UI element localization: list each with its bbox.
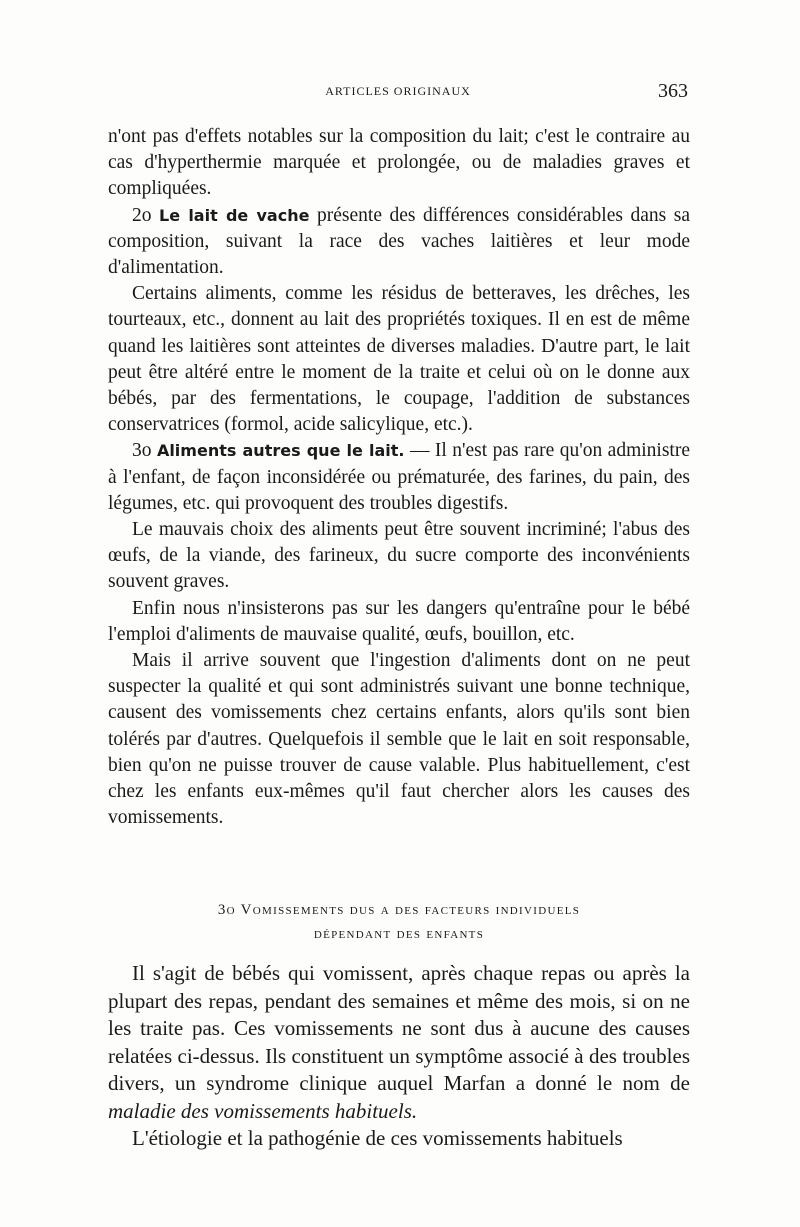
paragraph [108, 438, 690, 517]
running-head [108, 82, 688, 106]
paragraph-text: n'ont pas d'effets notables sur la composition du lait; c'est le contraire au cas d'hyperthermie marquée et prolongée, ou de maladies graves et compliquées. [108, 126, 690, 200]
list-number: 3o [132, 440, 157, 462]
running-head-title: ARTICLES ORIGINAUX [325, 84, 471, 98]
paragraph-lead: Le lait de vache [159, 205, 310, 225]
paragraph [108, 648, 690, 831]
paragraph [108, 517, 690, 596]
paragraph-text: L'étiologie et la pathogénie de ces vomissements habituels [132, 1126, 623, 1150]
section-heading-line: 3o Vomissements dus a des facteurs individuels [217, 902, 581, 918]
paragraph-lead: Aliments autres que le lait. [156, 441, 405, 461]
paragraph-text: Il s'agit de bébés qui vomissent, après chaque repas ou après la plupart des repas, pendant des semaines et même des mois, si on ne les traite pas. Ces vomissements ne sont dus à aucune des causes relatées ci-dessus. Ils constituent un symptôme associé à des troubles divers, un syndrome clinique auquel Marfan a donné le nom de [108, 961, 690, 1095]
section-body [108, 960, 690, 1153]
body-text [108, 124, 690, 831]
paragraph [108, 1125, 690, 1153]
section-heading [108, 898, 690, 946]
paragraph [108, 124, 690, 203]
section-heading-line: dépendant des enfants [313, 926, 485, 942]
paragraph-text: Mais il arrive souvent que l'ingestion d'aliments dont on ne peut suspecter la qualité et qui sont administrés suivant une bonne technique, causent des vomissements chez certains enfants, alors qu'ils sont bien tolérés par d'autres. Quelquefois il semble que le lait en soit responsable, bien qu'on ne puisse trouver de cause valable. Plus habituellement, c'est chez les enfants eux-mêmes qu'il faut chercher alors les causes des vomissements. [108, 650, 690, 829]
paragraph-text: Le mauvais choix des aliments peut être souvent incriminé; l'abus des œufs, de la viande, des farineux, du sucre comporte des inconvénients souvent graves. [108, 519, 690, 593]
page-number: 363 [658, 80, 688, 102]
paragraph-text: — Il n'est pas rare qu'on administre à l'enfant, de façon inconsidérée ou prématurée, des farines, du pain, des légumes, etc. qui provoquent des troubles digestifs. [108, 440, 690, 514]
paragraph [108, 960, 690, 1125]
paragraph-text: présente des différences considérables dans sa composition, suivant la race des vaches laitières et leur mode d'alimentation. [108, 204, 691, 279]
paragraph [108, 281, 690, 438]
list-number: 2o [132, 204, 160, 226]
paragraph [108, 203, 690, 282]
paragraph-italic: maladie des vomissements habituels. [108, 1098, 418, 1123]
paragraph-text: Enfin nous n'insisterons pas sur les dangers qu'entraîne pour le bébé l'emploi d'aliments de mauvaise qualité, œufs, bouillon, etc. [108, 597, 690, 645]
paragraph-text: Certains aliments, comme les résidus de betteraves, les drêches, les tourteaux, etc., donnent au lait des propriétés toxiques. Il en est de même quand les laitières sont atteintes de diverses maladies. D'autre part, le lait peut être altéré entre le moment de la traite et celui où on le donne aux bébés, par des fermentations, le coupage, l'addition de substances conservatrices (formol, acide salicylique, etc.). [108, 283, 690, 436]
paragraph [108, 596, 690, 648]
